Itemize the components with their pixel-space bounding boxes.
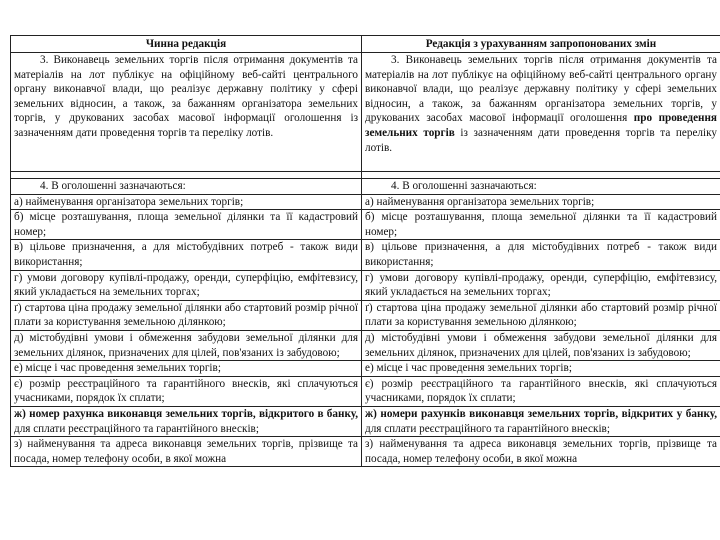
cell-item-current: в) цільове призначення, а для містобудівних потреб - також види використання; (11, 240, 362, 270)
row-item-zh (11, 406, 720, 436)
p3-proposed-text-b: із зазначенням дати проведення торгів та переліку лотів. (365, 126, 717, 154)
cell-item-proposed: в) цільове призначення, а для містобудівних потреб - також види використання; (362, 240, 720, 270)
cell-zh-proposed (362, 406, 720, 436)
p3-proposed-text-a: 3. Виконавець земельних торгів після отримання документів та матеріалів на лот публікує на офіційному веб-сайті центрального органу виконавчої влади, що реалізує державну політику у сфері земельних відносин, а також, за бажанням організатора земельних торгів, у друкованих засобах масової інформації оголошення (365, 54, 717, 125)
row-item-v (11, 240, 720, 270)
cell-item-current: а) найменування організатора земельних торгів; (11, 194, 362, 210)
spacer-cell-right (362, 172, 720, 179)
header-current: Чинна редакція (11, 36, 362, 53)
spacer-cell-left (11, 172, 362, 179)
cell-item-proposed: а) найменування організатора земельних торгів; (362, 194, 720, 210)
comparison-document (10, 35, 720, 467)
cell-z-current: з) найменування та адреса виконавця земельних торгів, прізвище та посада, номер телефону особи, в якої можна (11, 437, 362, 467)
cell-item-proposed: ґ) стартова ціна продажу земельної ділянки або стартовий розмір річної плати за користування земельною ділянкою; (362, 300, 720, 330)
row-item-ye (11, 376, 720, 406)
row-item-a (11, 194, 720, 210)
header-proposed: Редакція з урахуванням запропонованих змін (362, 36, 720, 53)
cell-item-proposed: є) розмір реєстраційного та гарантійного внесків, які сплачуються учасниками, порядок їх сплати; (362, 376, 720, 406)
cell-item-current: ґ) стартова ціна продажу земельної ділянки або стартовий розмір річної плати за користування земельною ділянкою; (11, 300, 362, 330)
cell-item-current: є) розмір реєстраційного та гарантійного внесків, які сплачуються учасниками, порядок їх сплати; (11, 376, 362, 406)
zh-proposed-rest: для сплати реєстраційного та гарантійного внесків; (365, 422, 610, 435)
row-item-g (11, 300, 720, 330)
cell-item-current: г) умови договору купівлі-продажу, оренди, суперфіцію, емфітевзису, який укладається на земельних торгах; (11, 270, 362, 300)
cell-z-proposed: з) найменування та адреса виконавця земельних торгів, прізвище та посада, номер телефону особи, в якої можна (362, 437, 720, 467)
cell-item-proposed: б) місце розташування, площа земельної ділянки та її кадастровий номер; (362, 210, 720, 240)
cell-item-proposed: д) містобудівні умови і обмеження забудови земельної ділянки для земельних ділянок, призначених для цілей, пов'язаних із забудовою; (362, 330, 720, 360)
row-item-h (11, 270, 720, 300)
cell-zh-current (11, 406, 362, 436)
zh-proposed-bold: ж) номери рахунків виконавця земельних торгів, відкритих у банку, (365, 407, 717, 420)
cell-item-proposed: г) умови договору купівлі-продажу, оренди, суперфіцію, емфітевзису, який укладається на земельних торгах; (362, 270, 720, 300)
spacer-row (11, 172, 720, 179)
cell-p4-current: 4. В оголошенні зазначаються: (11, 179, 362, 195)
zh-current-bold: ж) номер рахунка виконавця земельних торгів, відкритого в банку, (14, 407, 358, 420)
row-item-b (11, 210, 720, 240)
cell-item-proposed: е) місце і час проведення земельних торгів; (362, 361, 720, 377)
row-paragraph-4 (11, 179, 720, 195)
row-item-z (11, 437, 720, 467)
header-row (11, 36, 720, 53)
row-item-e (11, 361, 720, 377)
p3-proposed-bold: про проведення земельних торгів (365, 112, 717, 139)
cell-p3-proposed (362, 53, 720, 172)
cell-p3-current: 3. Виконавець земельних торгів після отримання документів та матеріалів на лот публікує на офіційному веб-сайті центрального органу виконавчої влади, що реалізує державну політику у сфері земельних відносин, а також, за бажанням організатора земельних торгів, у друкованих засобах масової інформації оголошення із зазначенням дати проведення торгів та переліку лотів. (11, 53, 362, 172)
cell-item-current: е) місце і час проведення земельних торгів; (11, 361, 362, 377)
zh-current-rest: для сплати реєстраційного та гарантійного внесків; (14, 422, 259, 435)
cell-p4-proposed: 4. В оголошенні зазначаються: (362, 179, 720, 195)
comparison-table (10, 35, 720, 467)
row-paragraph-3 (11, 53, 720, 172)
row-item-d (11, 330, 720, 360)
cell-item-current: д) містобудівні умови і обмеження забудови земельної ділянки для земельних ділянок, призначених для цілей, пов'язаних із забудовою; (11, 330, 362, 360)
cell-item-current: б) місце розташування, площа земельної ділянки та її кадастровий номер; (11, 210, 362, 240)
